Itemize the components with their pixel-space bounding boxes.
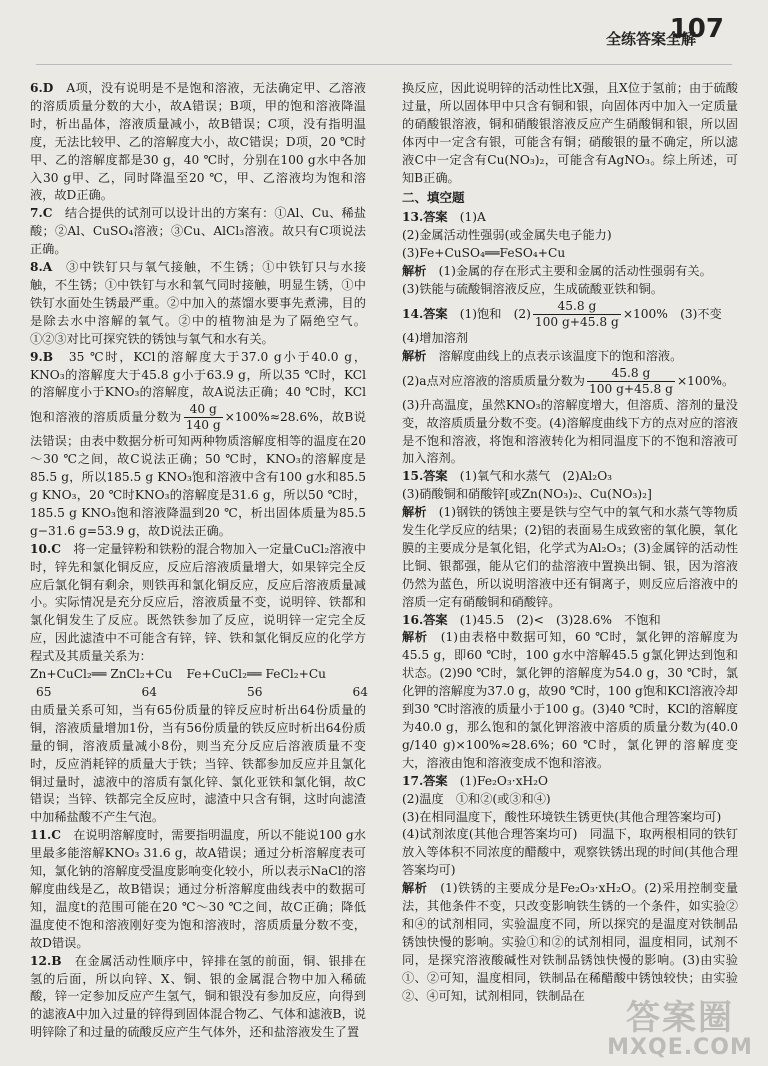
explanation-line: (3)铁能与硫酸铜溶液反应，生成硫酸亚铁和铜。 (402, 281, 664, 296)
watermark-site-text: MXQE.COM (607, 1035, 753, 1060)
fraction (184, 402, 223, 433)
answer-10 (30, 541, 366, 666)
page-number: 107 (669, 14, 724, 44)
fraction-numerator: 45.8 g (533, 299, 621, 315)
fraction-denominator: 140 g (185, 418, 221, 433)
answer-line: (4)试剂浓度(其他合理答案均可) 同温下，取两根相同的铁钉放入等体积不同浓度的醋酸中，观察铁锈出现的时间(其他合理答案均可) (402, 827, 738, 878)
question-number: 12.B (30, 953, 62, 968)
question-number: 6.D (30, 81, 54, 95)
explanation (402, 880, 738, 1005)
fraction-numerator: 40 g (184, 402, 223, 418)
answer-text: (1)Fe₂O₃·xH₂O (459, 773, 549, 788)
question-number: 7.C (30, 206, 53, 221)
explanation-label: 解析 (402, 505, 427, 520)
answer-17 (402, 773, 738, 791)
mass-row (30, 684, 369, 702)
answer-14 (402, 299, 738, 330)
answer-8 (30, 259, 366, 349)
answer-6 (30, 80, 366, 205)
question-number: 17.答案 (402, 773, 448, 788)
question-number: 15.答案 (402, 469, 448, 484)
answer-line: (2)金属活动性强弱(或金属失电子能力) (402, 228, 612, 243)
answer-7 (30, 205, 366, 259)
explanation-label: 解析 (402, 881, 428, 896)
explanation (402, 263, 738, 281)
answer-text: 35 ℃时，KCl的溶解度大于37.0 g小于40.0 g，KNO₃的溶解度大于45.8 g小于63.9 g，所以35 ℃时，KCl的溶解度小于KNO₃的溶解度，故A说法正确；40 ℃时，KCl饱和溶液的溶质质量分数为 (30, 349, 367, 425)
watermark-logo-text: 答案圈 (626, 998, 734, 1038)
answer-text: ×100%≈28.6%，故B说法错误；由表中数据分析可知两种物质溶解度相等的温度在20～30 ℃之间，故C说法正确；50 ℃时，KNO₃的溶解度是85.5 g，所以185.5 g KNO₃饱和溶液中含有100 g水和85.5 g KNO₃，20 ℃时KNO₃的溶解度是31.6 g，所以50 ℃时，185.5 g KNO₃饱和溶液降温到20 ℃，析出固体质量为85.5 g−31.6 g=53.9 g，故D说法正确。 (30, 410, 366, 538)
question-number: 8.A (30, 260, 53, 275)
explanation (402, 504, 738, 611)
explanation-line: (3)升高温度，虽然KNO₃的溶解度增大，但溶质、溶剂的量没变，故溶质质量分数不变。(4)溶解度曲线下方的点对应的溶液是不饱和溶液，将饱和溶液转化为相同温度下的不饱和溶液可加入溶剂。 (402, 397, 738, 466)
explanation-label: 解析 (402, 264, 427, 279)
equation: Zn+CuCl₂══ ZnCl₂+Cu (30, 667, 173, 682)
answer-text: (1)A (459, 210, 486, 225)
answer-text: 在说明溶解度时，需要指明温度，所以不能说100 g水里最多能溶解KNO₃ 31.6 g，故A错误；通过分析溶解度表可知，氯化钠的溶解度受温度影响变化较小，所以表示NaCl的溶解度曲线是乙，故B错误；通过分析溶解度曲线表中的数据可知，温度t的范围可能在20 ℃～30 ℃之间，故C正确；降低温度使不饱和溶液刚好变为饱和溶液时，溶质质量分数不变，故D错误。 (30, 828, 366, 950)
section-title: 二、填空题 (402, 190, 465, 206)
answer-text: 在金属活动性顺序中，锌排在氢的前面，铜、银排在氢的后面，所以向锌、X、铜、银的金属混合物中加入稀硫酸，锌一定参加反应产生氢气，铜和银没有参加反应，向得到的滤液A中加入过量的锌得到固体混合物乙、气体和滤液B，说明锌除了和过量的硫酸反应产生气体外，还和盐溶液发生了置 (30, 953, 367, 1040)
explanation-text: (2)a点对应溶液的溶质质量分数为 (402, 373, 585, 388)
answer-text: A项，没有说明是不是饱和溶液，无法确定甲、乙溶液的溶质质量分数的大小，故A错误；B项，甲的饱和溶液降温时，析出晶体，溶液质量减小，故B错误；C项，没有指明温度，无法比较甲、乙的溶解度大小，故C错误；D项，20 ℃时甲、乙的溶解度都是30 g，40 ℃时，分别在100 g水中各加入30 g甲、乙，同时降温至20 ℃，甲、乙溶液均为饱和溶液，故D正确。 (30, 81, 366, 203)
left-column (30, 80, 369, 1042)
fraction-denominator: 100 g+45.8 g (534, 314, 619, 329)
explanation-text: (1)金属的存在形式主要和金属的活动性强弱有关。 (438, 264, 712, 279)
answer-text: 换反应，因此说明锌的活动性比X强，且X位于氢前；由于硫酸过量，所以固体甲中只含有铜和银，向固体丙中加入一定质量的硝酸银溶液，铜和硝酸银溶液反应产生硝酸铜和银，所以固体丙中一定含有银，可能含有铜；硝酸银的量不确定，所以滤液C中一定含有Cu(NO₃)₂，可能含有AgNO₃。综上所述，可知B正确。 (402, 81, 738, 185)
fraction (533, 299, 621, 330)
question-number: 14.答案 (402, 306, 448, 321)
explanation-line (402, 366, 738, 397)
answer-line: (3)Fe+CuSO₄══FeSO₄+Cu (402, 246, 566, 261)
answer-9 (30, 349, 366, 541)
question-number: 16.答案 (402, 612, 448, 627)
right-column (402, 80, 738, 1006)
mass-value: 64 (352, 685, 369, 699)
explanation-label: 解析 (402, 630, 428, 645)
answer-text: (1)氧气和水蒸气 (2)Al₂O₃ (459, 469, 613, 484)
explanation-label: 解析 (402, 348, 427, 363)
mass-value: 65 (36, 685, 52, 699)
answer-line: (3)在相同温度下，酸性环境铁生锈更快(其他合理答案均可) (402, 809, 722, 824)
answer-line: (4)增加溶剂 (402, 330, 469, 345)
explanation-text: (1)由表格中数据可知，60 ℃时，氯化钾的溶解度为45.5 g，即60 ℃时，100 g水中溶解45.5 g氯化钾达到饱和状态。(2)90 ℃时，氯化钾的溶解度为54.0 g，30 ℃时，氯化钾的溶解度为37.0 g，故90 ℃时，100 g饱和KCl溶液冷却到30 ℃时溶液的质量小于100 g。(3)40 ℃时，KCl的溶解度为40.0 g，那么饱和的氯化钾溶液中溶质的质量分数为(40.0 g/140 g)×100%≈28.6%；60 ℃时，氯化钾的溶解度变大，溶液由饱和溶液变成不饱和溶液。 (402, 630, 739, 770)
question-number: 11.C (30, 828, 61, 843)
question-number: 10.C (30, 541, 61, 556)
answer-text: 结合提供的试剂可以设计出的方案有：①Al、Cu、稀盐酸；②Al、CuSO₄溶液；③Cu、AlCl₃溶液。故只有C项说法正确。 (30, 206, 367, 257)
fraction-numerator: 45.8 g (587, 366, 675, 382)
answer-text: ③中铁钉只与氧气接触，不生锈；①中铁钉只与水接触，不生锈；①中铁钉与水和氧气同时接触，明显生锈，①中铁钉水面处生锈最严重。②中加入的蒸馏水要事先煮沸，目的是除去水中溶解的氧气。②中的植物油是为了隔绝空气。①②③对比可探究铁的锈蚀与氧气和水有关。 (30, 260, 367, 346)
explanation (402, 348, 738, 366)
question-number: 13.答案 (402, 210, 448, 225)
explanation-text: 溶解度曲线上的点表示该温度下的饱和溶液。 (438, 348, 683, 363)
answer-text: 由质量关系可知，当有65份质量的锌反应时析出64份质量的铜，溶液质量增加1份，当有56份质量的铁反应时析出64份质量的铜，溶液质量减小8份，则当充分反应后溶液质量不变时，反应消耗锌的质量大于铁；当锌、铁都参加反应并且氯化铜过量时，滤液中的溶质有氯化锌、氯化亚铁和氯化铜，故C错误；当锌、铁都完全反应时，滤渣中只含有铜，这时向滤渣中加稀盐酸不产生气泡。 (30, 702, 366, 825)
explanation-text: (1)钢铁的锈蚀主要是铁与空气中的氧气和水蒸气等物质发生化学反应的结果；(2)铝的表面易生成致密的氧化膜，氧化膜的主要成分是氧化铝，化学式为Al₂O₃；(3)金属锌的活动性比铜、银都强，能从它们的盐溶液中置换出铜、银，因为溶液仍然为蓝色，所以说明溶液中还有铜离子，则反应后溶液中的溶质一定有硝酸铜和硝酸锌。 (402, 505, 739, 609)
answer-text: (1)45.5 (2)< (3)28.6% 不饱和 (459, 612, 661, 627)
answer-16 (402, 612, 738, 630)
equation: Fe+CuCl₂══ FeCl₂+Cu (186, 667, 326, 682)
answer-15 (402, 468, 738, 486)
mass-value: 64 (141, 685, 158, 699)
answer-10-cont (30, 702, 366, 827)
mass-value: 56 (247, 685, 263, 699)
answer-12 (30, 953, 366, 1043)
answer-line: (3)硝酸铜和硝酸锌[或Zn(NO₃)₂、Cu(NO₃)₂] (402, 487, 652, 502)
equation-row (30, 666, 366, 684)
fraction-denominator: 100 g+45.8 g (588, 381, 673, 396)
watermark (600, 990, 760, 1060)
answer-12-cont (402, 80, 738, 187)
explanation-text: (1)铁锈的主要成分是Fe₂O₃·xH₂O。(2)采用控制变量法，其他条件不变，只改变影响铁生锈的一个条件，如实验②和④的试剂相同，实验温度不同，所以探究的是温度对铁制品锈蚀快慢的影响。实验①和②的试剂相同，温度相同，试剂不同，是探究溶液酸碱性对铁制品锈蚀快慢的影响。(3)由实验①、②可知，温度相同，铁制品在稀醋酸中锈蚀较快；由实验②、④可知，试剂相同，铁制品在 (402, 881, 739, 1003)
answer-11 (30, 827, 366, 952)
explanation-text: ×100%。 (676, 373, 735, 388)
answer-text: 将一定量锌粉和铁粉的混合物加入一定量CuCl₂溶液中时，锌先和氯化铜反应，反应后溶液质量增大，如果锌完全反应后氯化铜有剩余，则铁再和氯化铜反应，反应后溶液质量减小。实际情况是充分反应后，溶液质量不变，说明锌、铁都和氯化铜发生了反应。既然铁参加了反应，说明锌一定完全反应，因此滤渣中不可能含有锌，锌、铁和氯化铜反应的化学方程式及其质量关系为： (30, 541, 366, 664)
answer-text: (1)饱和 (2) (459, 306, 531, 321)
answer-line: (2)温度 ①和②(或③和④) (402, 791, 551, 806)
explanation (402, 629, 738, 772)
answer-13 (402, 209, 738, 227)
header-divider (36, 64, 732, 65)
answer-text: ×100% (3)不变 (622, 306, 722, 321)
question-number: 9.B (30, 349, 54, 364)
header-title: 全练答案全解 (605, 30, 696, 48)
fraction (587, 366, 675, 397)
